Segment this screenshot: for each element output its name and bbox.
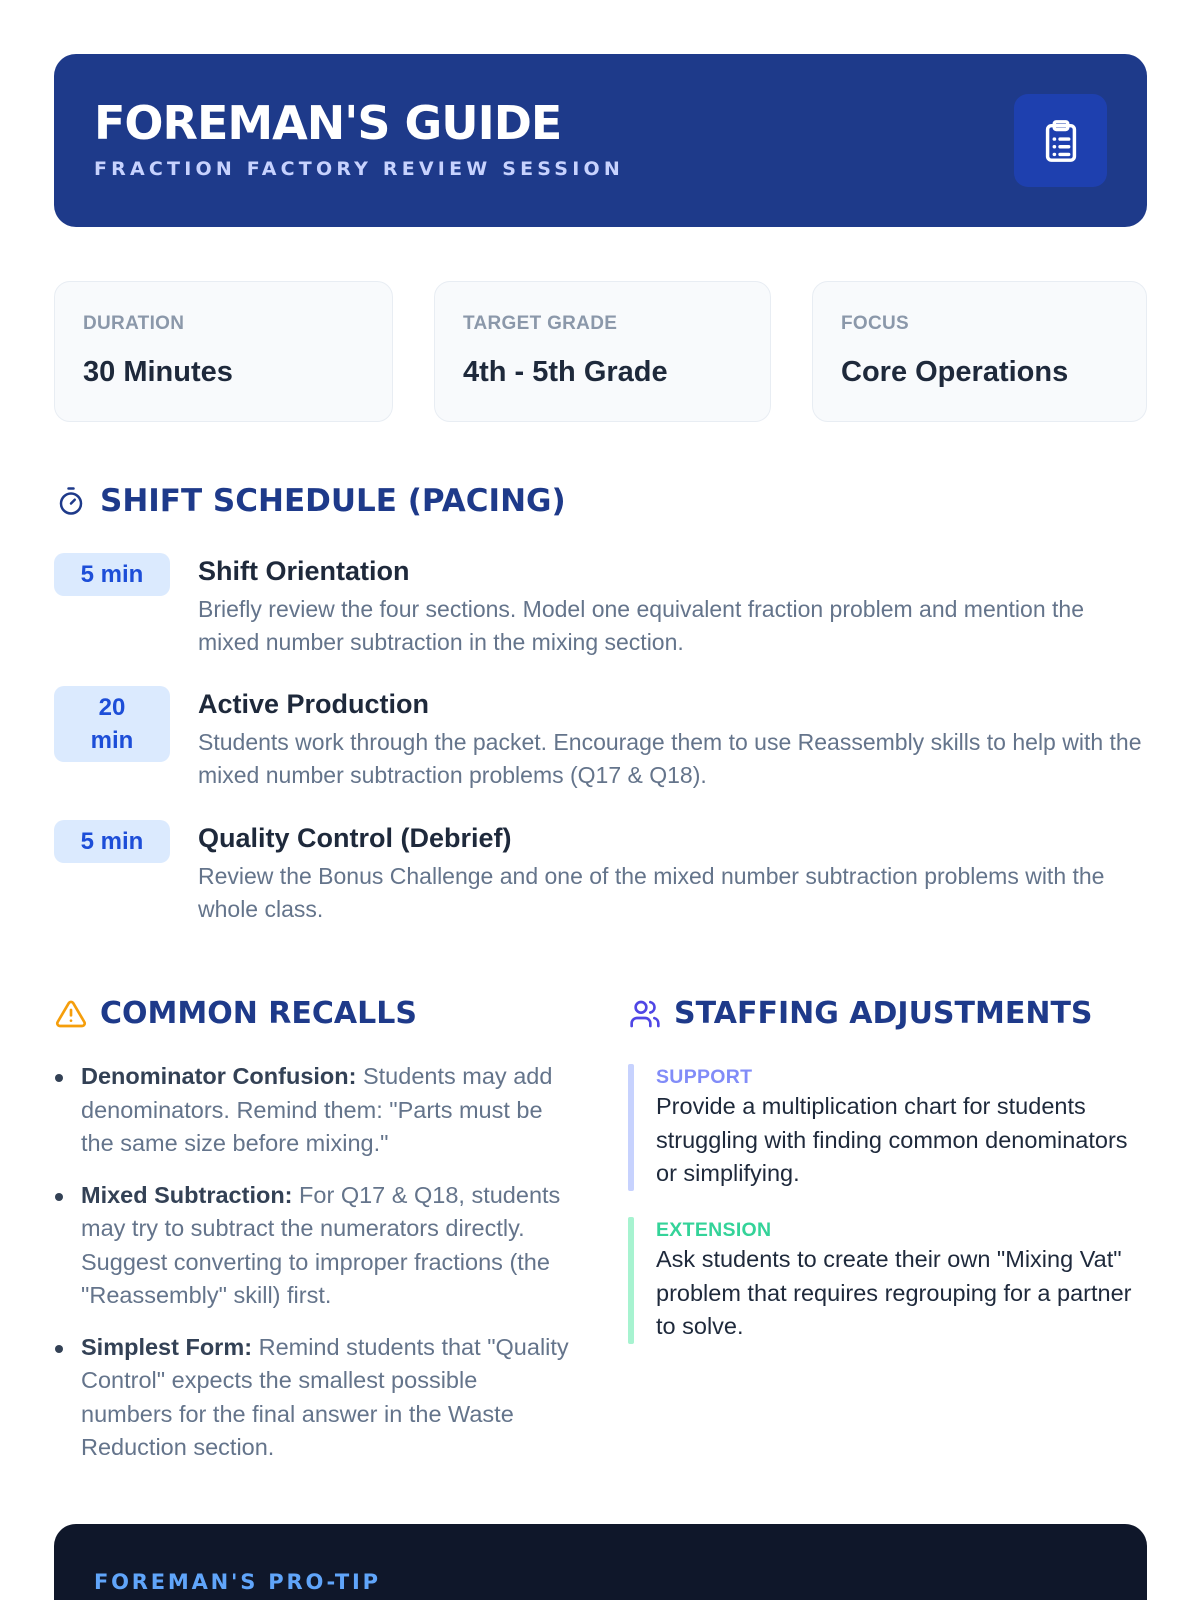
recall-term: Simplest Form: (81, 1333, 253, 1360)
stat-value: Core Operations (841, 356, 1069, 388)
recall-term: Mixed Subtraction: (81, 1181, 293, 1208)
pro-tip-label: FOREMAN'S PRO-TIP (94, 1570, 381, 1594)
recall-text: For Q17 & Q18, students may try to subtract the numerators directly. Suggest converting to improper fractions (the "Reassembly" skill) first. (81, 1181, 561, 1308)
recalls-list (54, 1060, 574, 1483)
stat-label: FOCUS (841, 313, 909, 334)
schedule-item-description: Review the Bonus Challenge and one of the mixed number subtraction problems with the whole class. (198, 863, 1105, 922)
schedule-heading-label: SHIFT SCHEDULE (PACING) (100, 482, 566, 519)
page-title: FOREMAN'S GUIDE (94, 96, 562, 150)
page-subtitle: FRACTION FACTORY REVIEW SESSION (94, 158, 624, 180)
recall-text: Students may add denominators. Remind them: "Parts must be the same size before mixing." (81, 1063, 553, 1156)
extension-text: Ask students to create their own "Mixing Vat" problem that requires regrouping for a partner to solve. (656, 1246, 1132, 1339)
header-banner (54, 54, 1147, 227)
recalls-heading (54, 997, 417, 1031)
staffing-heading (628, 997, 1093, 1031)
warning-triangle-icon (54, 997, 88, 1031)
pro-tip-panel (54, 1524, 1147, 1600)
staffing-heading-label: STAFFING ADJUSTMENTS (674, 996, 1093, 1031)
clipboard-list-icon (1014, 94, 1107, 187)
stat-label: TARGET GRADE (463, 313, 618, 334)
support-label: SUPPORT (656, 1066, 753, 1088)
schedule-item-title: Active Production (198, 689, 430, 719)
time-badge: 5 min (54, 553, 170, 596)
schedule-item-description: Briefly review the four sections. Model one equivalent fraction problem and mention the mixed number subtraction in the mixing section. (198, 596, 1084, 655)
schedule-item-title: Quality Control (Debrief) (198, 823, 512, 853)
staffing-support (628, 1064, 1148, 1191)
stat-card-focus (812, 281, 1147, 422)
schedule-item-description: Students work through the packet. Encourage them to use Reassembly skills to help with the mixed number subtraction problems (Q17 & Q18). (198, 729, 1142, 788)
staffing-extension (628, 1217, 1148, 1344)
recalls-heading-label: COMMON RECALLS (100, 996, 417, 1031)
extension-label: EXTENSION (656, 1219, 772, 1241)
support-text: Provide a multiplication chart for students struggling with finding common denominators or simplifying. (656, 1093, 1128, 1186)
schedule-item-title: Shift Orientation (198, 556, 410, 586)
time-badge: 20 min (54, 686, 170, 762)
support-accent-bar (628, 1064, 634, 1191)
stat-card-target-grade (434, 281, 771, 422)
stat-value: 4th - 5th Grade (463, 356, 668, 388)
stat-value: 30 Minutes (83, 356, 233, 388)
stopwatch-icon (54, 484, 88, 518)
stat-label: DURATION (83, 313, 185, 334)
users-icon (628, 997, 662, 1031)
list-item (54, 1331, 574, 1465)
list-item (54, 1179, 574, 1313)
recall-term: Denominator Confusion: (81, 1063, 357, 1089)
recall-text: Remind students that "Quality Control" expects the smallest possible numbers for the final answer in the Waste Reduction section. (81, 1333, 569, 1460)
list-item (54, 1060, 574, 1161)
schedule-heading (54, 484, 566, 518)
time-badge: 5 min (54, 820, 170, 863)
stat-card-duration (54, 281, 393, 422)
extension-accent-bar (628, 1217, 634, 1344)
